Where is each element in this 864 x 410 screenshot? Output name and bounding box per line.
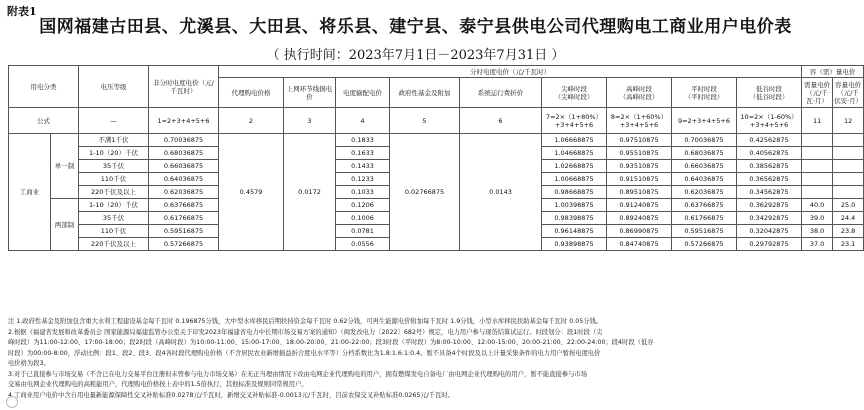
header-transmission: 电度输配电价: [336, 78, 390, 108]
formula-peak: 7=2×（1+80%）+3+4+5+6: [542, 108, 607, 134]
capacity-cell: [833, 173, 864, 186]
high-cell: 0.84740875: [607, 238, 672, 251]
demand-cell: 38.0: [802, 225, 833, 238]
header-grid-loss: 上网环节线损电价: [284, 78, 336, 108]
low-cell: 0.40562875: [737, 147, 802, 160]
flat-cell: 0.68036875: [672, 147, 737, 160]
header-voltage: 电压等级: [79, 66, 149, 108]
header-low-label: 低谷时段: [756, 84, 783, 93]
execution-period: （ 执行时间：2023年7月1日－2023年7月31日 ）: [266, 48, 565, 63]
header-high-label: 高峰时段: [626, 84, 652, 93]
formula-flat: 9=2+3+4+5+6: [672, 108, 737, 134]
header-flat: [672, 78, 737, 108]
transmission-cell: 0.1006: [336, 212, 390, 225]
formula-voltage: —: [79, 108, 149, 134]
header-peak: [542, 78, 607, 108]
capacity-cell: 24.4: [833, 212, 864, 225]
note-line: 注 1.政府性基金及附加包含重大水利工程建设基金每千瓦时 0.196875分钱，大中型水库移民后期扶持资金每千瓦时 0.62分钱，可再生能源电价附加每千瓦时 1.9分钱，小型水库移民扶助基金每千瓦时 0.05分钱。: [8, 318, 603, 325]
flat-cell: 0.61766875: [672, 212, 737, 225]
high-cell: 0.89510875: [607, 186, 672, 199]
nontou-cell: 0.57266875: [149, 238, 219, 251]
note-line: 3.对于已直接参与市场交易（不含已在电力交易平台注册但未曾参与电力市场交易）在无正当理由情况下改由电网企业代理购电的用户，拥有燃煤发电自备电厂由电网企业代理购电的用户，暂不能直接参与市场: [8, 370, 588, 378]
nontou-cell: 0.63766875: [149, 199, 219, 212]
formula-high: 8=2×（1+60%）+3+4+5+6: [607, 108, 672, 134]
nontou-cell: 0.66036875: [149, 160, 219, 173]
transmission-cell: 0.1206: [336, 199, 390, 212]
note-line: 交易由电网企业代理购电的高耗能用户，代理购电价格按上表中的1.5倍执行，其他标准及规则同常规用户。: [8, 381, 308, 388]
header-high: [607, 78, 672, 108]
header-system-ops: 系统运行费折价: [460, 78, 542, 108]
formula-c5: 5: [390, 108, 460, 134]
note-line: 时段）为00:00-8:00，浮动比例：段1、段2、段3、段4各时段代理购电价格（不含居民农业新增损益折合度电水平等）分档系数比为1.8:1.6:1:0.4。暂不具备4个时段及以上计量采集条件的电力用户暂按电度电价: [8, 349, 601, 357]
nontou-cell: 0.59516875: [149, 225, 219, 238]
group-cell-two: 两部制: [51, 199, 79, 251]
peak-cell: 0.98398875: [542, 212, 607, 225]
capacity-cell: 23.8: [833, 225, 864, 238]
header-flat-sub: （平时时段）: [684, 92, 724, 101]
voltage-cell: 1-10（20）千伏: [79, 147, 149, 160]
formula-low: 10=2×（1-60%）+3+4+5+6: [737, 108, 802, 134]
flat-cell: 0.66036875: [672, 160, 737, 173]
peak-cell: 1.00398875: [542, 199, 607, 212]
flat-cell: 0.63766875: [672, 199, 737, 212]
flat-cell: 0.64036875: [672, 173, 737, 186]
capacity-cell: 23.1: [833, 238, 864, 251]
watermark-logo-icon: [6, 396, 18, 408]
header-high-sub: （高峰时段）: [619, 92, 659, 101]
flat-cell: 0.59516875: [672, 225, 737, 238]
formula-c6: 6: [460, 108, 542, 134]
capacity-cell: [833, 160, 864, 173]
formula-c3: 3: [284, 108, 336, 134]
demand-cell: 37.0: [802, 238, 833, 251]
formula-row: [9, 108, 864, 134]
high-cell: 0.89240875: [607, 212, 672, 225]
low-cell: 0.36562875: [737, 173, 802, 186]
system-ops-cell: 0.0143: [460, 134, 542, 251]
peak-cell: 1.06668875: [542, 134, 607, 147]
peak-cell: 1.04668875: [542, 147, 607, 160]
transmission-cell: 0.0556: [336, 238, 390, 251]
formula-c11: 11: [802, 108, 833, 134]
low-cell: 0.34562875: [737, 186, 802, 199]
header-agency-price: 代理购电价格: [219, 78, 284, 108]
voltage-cell: 220千伏及以上: [79, 186, 149, 199]
header-nontou: 非分时电度电价（元/千瓦时）: [149, 66, 219, 108]
transmission-cell: 0.1633: [336, 147, 390, 160]
capacity-cell: 25.0: [833, 199, 864, 212]
high-cell: 0.86990875: [607, 225, 672, 238]
voltage-cell: 110千伏: [79, 173, 149, 186]
header-capacity-group: 容（需）量电价: [802, 66, 864, 78]
note-line: 4.工商业用户电价中含自用电量新能源保障性交叉补贴标准0.0278元/千瓦时，新增交叉补贴标准-0.0013元/千瓦时，目前农保交叉补贴标准0.0265元/千瓦时。: [8, 391, 454, 399]
tariff-body: [9, 134, 864, 251]
demand-cell: [802, 160, 833, 173]
low-cell: 0.32042875: [737, 225, 802, 238]
grid-loss-cell: 0.0172: [284, 134, 336, 251]
nontou-cell: 0.62036875: [149, 186, 219, 199]
formula-c12: 12: [833, 108, 864, 134]
voltage-cell: 1-10（20）千伏: [79, 199, 149, 212]
peak-cell: 0.93898875: [542, 238, 607, 251]
watermark: [6, 396, 20, 408]
voltage-cell: 220千伏及以上: [79, 238, 149, 251]
group-cell-single: 单一制: [51, 134, 79, 199]
agency-price-cell: 0.4579: [219, 134, 284, 251]
formula-nontou: 1=2+3+4+5+6: [149, 108, 219, 134]
demand-cell: 39.0: [802, 212, 833, 225]
tariff-table: [8, 65, 864, 251]
demand-cell: [802, 134, 833, 147]
header-demand-price: 需量电价（元/千瓦·月）: [802, 78, 833, 108]
formula-c4: 4: [336, 108, 390, 134]
voltage-cell: 35千伏: [79, 212, 149, 225]
attachment-label: 附表1: [7, 5, 37, 18]
peak-cell: 1.02668875: [542, 160, 607, 173]
transmission-cell: 0.1033: [336, 186, 390, 199]
high-cell: 0.97510875: [607, 134, 672, 147]
header-gov-fund: 政府性基金及附加: [390, 78, 460, 108]
header-category: 用电分类: [9, 66, 79, 108]
high-cell: 0.95510875: [607, 147, 672, 160]
formula-c2: 2: [219, 108, 284, 134]
note-line: 2.根据《福建省发展和改革委员会 国家能源局福建监管办公室关于印发2023年福建省电力中长期市场交易方案的通知》（闽发改电力〔2022〕682号）规定，电力用户参与现货结算试运行。时段划分：段1时段（尖: [8, 328, 603, 336]
gov-fund-cell: 0.02766875: [390, 134, 460, 251]
header-flat-label: 平时时段: [691, 84, 717, 93]
header-low-sub: （低谷时段）: [749, 92, 789, 101]
peak-cell: 0.98668875: [542, 186, 607, 199]
capacity-cell: [833, 134, 864, 147]
high-cell: 0.91510875: [607, 173, 672, 186]
footnotes: [8, 317, 823, 401]
demand-cell: [802, 147, 833, 160]
transmission-cell: 0.1233: [336, 173, 390, 186]
low-cell: 0.36292875: [737, 199, 802, 212]
header-capacity-price: 容量电价（元/千伏安·月）: [833, 78, 864, 108]
header-low: [737, 78, 802, 108]
flat-cell: 0.70036875: [672, 134, 737, 147]
nontou-cell: 0.61766875: [149, 212, 219, 225]
demand-cell: [802, 186, 833, 199]
voltage-cell: 不满1千伏: [79, 134, 149, 147]
page-title: 国网福建古田县、尤溪县、大田县、将乐县、建宁县、泰宁县供电公司代理购电工商业用户电价表: [39, 17, 792, 37]
transmission-cell: 0.1833: [336, 134, 390, 147]
nontou-cell: 0.68036875: [149, 147, 219, 160]
header-peak-label: 尖峰时段: [561, 84, 587, 93]
peak-cell: 0.96148875: [542, 225, 607, 238]
transmission-cell: 0.1433: [336, 160, 390, 173]
table-row: [9, 134, 864, 147]
low-cell: 0.29792875: [737, 238, 802, 251]
note-line: 峰时段）为11:00-12:00、17:00-18:00；段2时段（高峰时段）为10:00-11:00、15:00-17:00、18:00-20:00、21:00-22:00；段3时段（平时段）为8:00-10:00、12:00-15:00、20:00-21:00、22:00-24:00；段4时段（低谷: [8, 339, 654, 346]
high-cell: 0.91240875: [607, 199, 672, 212]
peak-cell: 1.00668875: [542, 173, 607, 186]
flat-cell: 0.57266875: [672, 238, 737, 251]
category-cell: 工商业: [9, 134, 51, 251]
flat-cell: 0.62036875: [672, 186, 737, 199]
header-peak-sub: （尖峰时段）: [554, 92, 594, 101]
nontou-cell: 0.70036875: [149, 134, 219, 147]
capacity-cell: [833, 147, 864, 160]
low-cell: 0.38562875: [737, 160, 802, 173]
high-cell: 0.93510875: [607, 160, 672, 173]
demand-cell: [802, 173, 833, 186]
header-tou-group: 分时电度电价（元/千瓦时）: [219, 66, 802, 78]
low-cell: 0.34292875: [737, 212, 802, 225]
demand-cell: 40.0: [802, 199, 833, 212]
note-line: 电价格为段3。: [8, 360, 50, 367]
low-cell: 0.42562875: [737, 134, 802, 147]
voltage-cell: 110千伏: [79, 225, 149, 238]
nontou-cell: 0.64036875: [149, 173, 219, 186]
formula-label: 公式: [9, 108, 79, 134]
capacity-cell: [833, 186, 864, 199]
voltage-cell: 35千伏: [79, 160, 149, 173]
transmission-cell: 0.0781: [336, 225, 390, 238]
